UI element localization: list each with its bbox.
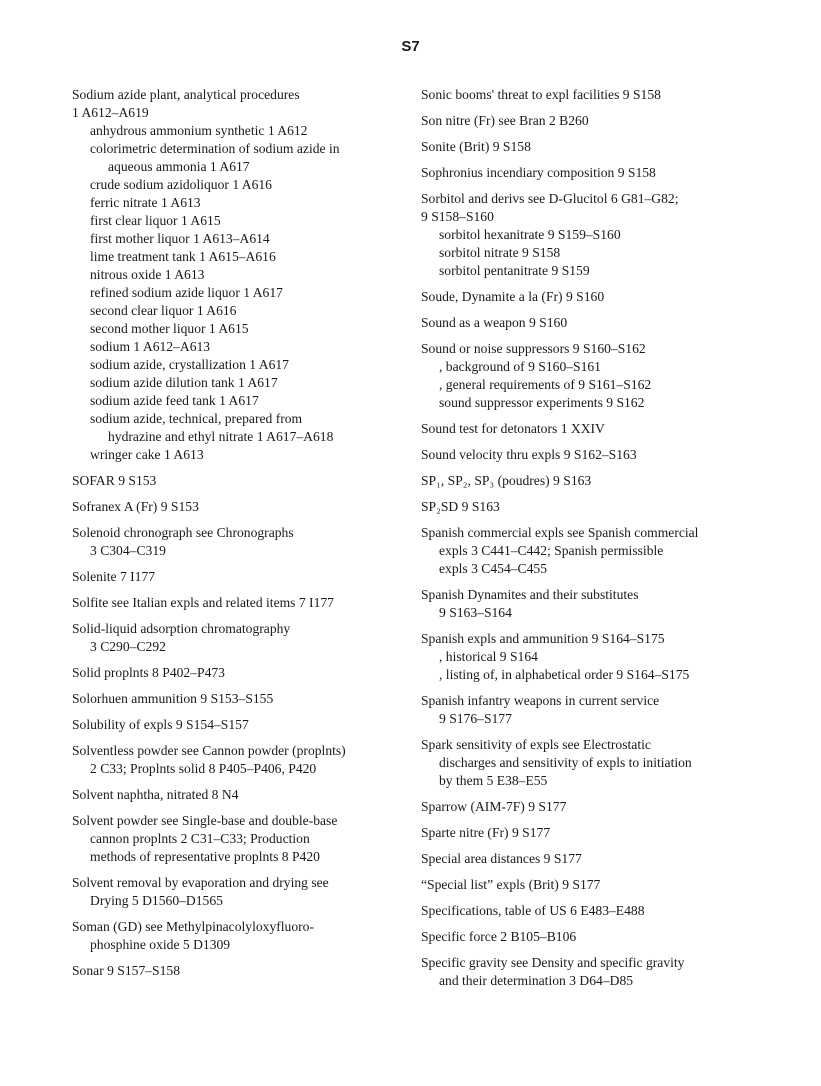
index-entry-heading: Special area distances 9 S177 bbox=[421, 851, 582, 866]
index-entry bbox=[72, 472, 402, 490]
index-entry-subline: hydrazine and ethyl nitrate 1 A617–A618 bbox=[108, 429, 334, 444]
index-entry-subline: aqueous ammonia 1 A617 bbox=[108, 159, 250, 174]
index-entry-heading: Solorhuen ammunition 9 S153–S155 bbox=[72, 691, 274, 706]
index-entry bbox=[421, 692, 761, 728]
index-entry-subline: sound suppressor experiments 9 S162 bbox=[439, 395, 645, 410]
index-entry-heading: Spanish Dynamites and their substitutes bbox=[421, 587, 639, 602]
index-entry-heading: Son nitre (Fr) see Bran 2 B260 bbox=[421, 113, 589, 128]
index-entry-subline: sodium azide, technical, prepared from bbox=[90, 411, 303, 426]
index-entry bbox=[72, 874, 402, 910]
index-entry-heading: Sonar 9 S157–S158 bbox=[72, 963, 181, 978]
index-entry bbox=[421, 954, 761, 990]
index-entry bbox=[72, 594, 402, 612]
index-entry bbox=[72, 742, 402, 778]
index-entry-heading: Sonic booms' threat to expl facilities 9 S158 bbox=[421, 87, 661, 102]
index-entry-heading: Solventless powder see Cannon powder (proplnts) bbox=[72, 743, 346, 758]
index-entry-subline: sorbitol nitrate 9 S158 bbox=[439, 245, 561, 260]
index-entry bbox=[421, 340, 761, 412]
index-entry-heading: Solvent removal by evaporation and drying see bbox=[72, 875, 329, 890]
index-entry-subline: second clear liquor 1 A616 bbox=[90, 303, 237, 318]
index-entry-heading: Spanish infantry weapons in current service bbox=[421, 693, 660, 708]
index-entry-heading: Solubility of expls 9 S154–S157 bbox=[72, 717, 249, 732]
index-entry bbox=[72, 524, 402, 560]
index-entry bbox=[421, 736, 761, 790]
index-entry-subline: ferric nitrate 1 A613 bbox=[90, 195, 201, 210]
index-entry bbox=[421, 112, 761, 130]
index-entry-subline: 2 C33; Proplnts solid 8 P405–P406, P420 bbox=[90, 761, 317, 776]
index-entry-subline: , listing of, in alphabetical order 9 S164–S175 bbox=[439, 667, 690, 682]
index-entry-subline: wringer cake 1 A613 bbox=[90, 447, 204, 462]
index-entry-heading: Soude, Dynamite a la (Fr) 9 S160 bbox=[421, 289, 605, 304]
index-entry-heading: Sound as a weapon 9 S160 bbox=[421, 315, 568, 330]
index-entry-subline: nitrous oxide 1 A613 bbox=[90, 267, 205, 282]
index-entry-subline: lime treatment tank 1 A615–A616 bbox=[90, 249, 276, 264]
index-entry-subline: 3 C290–C292 bbox=[90, 639, 166, 654]
index-entry bbox=[72, 568, 402, 586]
index-entry-subline: , general requirements of 9 S161–S162 bbox=[439, 377, 652, 392]
index-entry bbox=[72, 664, 402, 682]
index-entry-heading: Solid proplnts 8 P402–P473 bbox=[72, 665, 225, 680]
index-entry bbox=[72, 812, 402, 866]
index-entry-heading: Sophronius incendiary composition 9 S158 bbox=[421, 165, 656, 180]
index-entry-subline: sodium azide, crystallization 1 A617 bbox=[90, 357, 289, 372]
index-entry bbox=[421, 190, 761, 280]
index-entry-heading: Sound velocity thru expls 9 S162–S163 bbox=[421, 447, 637, 462]
index-entry-heading: Solfite see Italian expls and related items 7 I177 bbox=[72, 595, 334, 610]
index-entry-subline: , historical 9 S164 bbox=[439, 649, 538, 664]
index-entry bbox=[421, 824, 761, 842]
index-entry-subline: 9 S158–S160 bbox=[421, 209, 494, 224]
index-entry-subline: cannon proplnts 2 C31–C33; Production bbox=[90, 831, 310, 846]
index-entry-subline: sorbitol hexanitrate 9 S159–S160 bbox=[439, 227, 621, 242]
index-entry-heading: Specific force 2 B105–B106 bbox=[421, 929, 577, 944]
index-entry-subline: expls 3 C441–C442; Spanish permissible bbox=[439, 543, 664, 558]
index-entry-heading: “Special list” expls (Brit) 9 S177 bbox=[421, 877, 601, 892]
index-entry-subline: anhydrous ammonium synthetic 1 A612 bbox=[90, 123, 308, 138]
index-entry bbox=[72, 620, 402, 656]
index-entry bbox=[421, 850, 761, 868]
index-entry-heading: Sonite (Brit) 9 S158 bbox=[421, 139, 531, 154]
index-entry bbox=[421, 446, 761, 464]
index-entry-heading: Specific gravity see Density and specific gravity bbox=[421, 955, 685, 970]
index-entry-subline: second mother liquor 1 A615 bbox=[90, 321, 249, 336]
index-entry-heading: Sorbitol and derivs see D-Glucitol 6 G81–G82; bbox=[421, 191, 679, 206]
index-entry-subline: first clear liquor 1 A615 bbox=[90, 213, 221, 228]
index-entry bbox=[421, 472, 761, 490]
index-entry-heading: Spark sensitivity of expls see Electrostatic bbox=[421, 737, 651, 752]
index-entry-heading: Sparrow (AIM-7F) 9 S177 bbox=[421, 799, 567, 814]
index-entry bbox=[421, 138, 761, 156]
index-entry-heading: SP₂SD 9 S163 bbox=[421, 499, 500, 514]
index-entry-heading: Specifications, table of US 6 E483–E488 bbox=[421, 903, 645, 918]
index-entry-subline: discharges and sensitivity of expls to initiation bbox=[439, 755, 692, 770]
index-entry-subline: colorimetric determination of sodium azide in bbox=[90, 141, 340, 156]
index-entry bbox=[421, 630, 761, 684]
index-entry-heading: Solenite 7 I177 bbox=[72, 569, 156, 584]
index-entry-heading: Sofranex A (Fr) 9 S153 bbox=[72, 499, 199, 514]
index-entry-subline: crude sodium azidoliquor 1 A616 bbox=[90, 177, 272, 192]
index-entry bbox=[421, 586, 761, 622]
index-entry-heading: Sound or noise suppressors 9 S160–S162 bbox=[421, 341, 646, 356]
index-entry-subline: 3 C304–C319 bbox=[90, 543, 166, 558]
index-entry bbox=[72, 690, 402, 708]
index-entry-subline: by them 5 E38–E55 bbox=[439, 773, 548, 788]
index-entry-heading: Sodium azide plant, analytical procedures bbox=[72, 87, 300, 102]
index-entry bbox=[72, 716, 402, 734]
index-entry-subline: sorbitol pentanitrate 9 S159 bbox=[439, 263, 590, 278]
index-entry bbox=[421, 902, 761, 920]
page-number: S7 bbox=[401, 38, 420, 55]
index-entry bbox=[421, 498, 761, 516]
index-entry bbox=[421, 928, 761, 946]
right-index-column bbox=[421, 86, 761, 998]
index-entry bbox=[72, 918, 402, 954]
index-entry bbox=[421, 86, 761, 104]
index-entry-heading: Sparte nitre (Fr) 9 S177 bbox=[421, 825, 551, 840]
index-entry-heading: Spanish commercial expls see Spanish commercial bbox=[421, 525, 699, 540]
index-entry-subline: sodium azide dilution tank 1 A617 bbox=[90, 375, 278, 390]
index-entry bbox=[72, 962, 402, 980]
index-entry-heading: Solenoid chronograph see Chronographs bbox=[72, 525, 294, 540]
index-entry-subline: first mother liquor 1 A613–A614 bbox=[90, 231, 270, 246]
index-entry-heading: Solvent powder see Single-base and double-base bbox=[72, 813, 338, 828]
index-entry-heading: Sound test for detonators 1 XXIV bbox=[421, 421, 605, 436]
index-entry bbox=[421, 420, 761, 438]
index-entry-subline: and their determination 3 D64–D85 bbox=[439, 973, 634, 988]
index-entry bbox=[421, 288, 761, 306]
index-entry-subline: Drying 5 D1560–D1565 bbox=[90, 893, 223, 908]
index-entry-heading: Solid-liquid adsorption chromatography bbox=[72, 621, 291, 636]
index-entry-subline: expls 3 C454–C455 bbox=[439, 561, 547, 576]
index-entry-heading: SP₁, SP₂, SP₃ (poudres) 9 S163 bbox=[421, 473, 592, 488]
index-entry-subline: 9 S163–S164 bbox=[439, 605, 512, 620]
index-entry-subline: refined sodium azide liquor 1 A617 bbox=[90, 285, 283, 300]
index-entry-subline: methods of representative proplnts 8 P420 bbox=[90, 849, 320, 864]
index-entry-subline: sodium 1 A612–A613 bbox=[90, 339, 211, 354]
index-entry bbox=[72, 86, 402, 464]
index-entry-heading: Solvent naphtha, nitrated 8 N4 bbox=[72, 787, 239, 802]
index-entry bbox=[72, 498, 402, 516]
index-entry-subline: sodium azide feed tank 1 A617 bbox=[90, 393, 259, 408]
index-entry bbox=[421, 876, 761, 894]
index-entry-heading: Soman (GD) see Methylpinacolyloxyfluoro- bbox=[72, 919, 314, 934]
index-entry bbox=[421, 524, 761, 578]
index-entry bbox=[72, 786, 402, 804]
index-entry bbox=[421, 314, 761, 332]
index-entry bbox=[421, 164, 761, 182]
index-entry-subline: 9 S176–S177 bbox=[439, 711, 512, 726]
index-entry-subline: , background of 9 S160–S161 bbox=[439, 359, 601, 374]
index-entry-subline: 1 A612–A619 bbox=[72, 105, 149, 120]
index-entry-heading: SOFAR 9 S153 bbox=[72, 473, 157, 488]
index-entry-subline: phosphine oxide 5 D1309 bbox=[90, 937, 231, 952]
index-entry bbox=[421, 798, 761, 816]
index-entry-heading: Spanish expls and ammunition 9 S164–S175 bbox=[421, 631, 665, 646]
left-index-column bbox=[72, 86, 402, 988]
